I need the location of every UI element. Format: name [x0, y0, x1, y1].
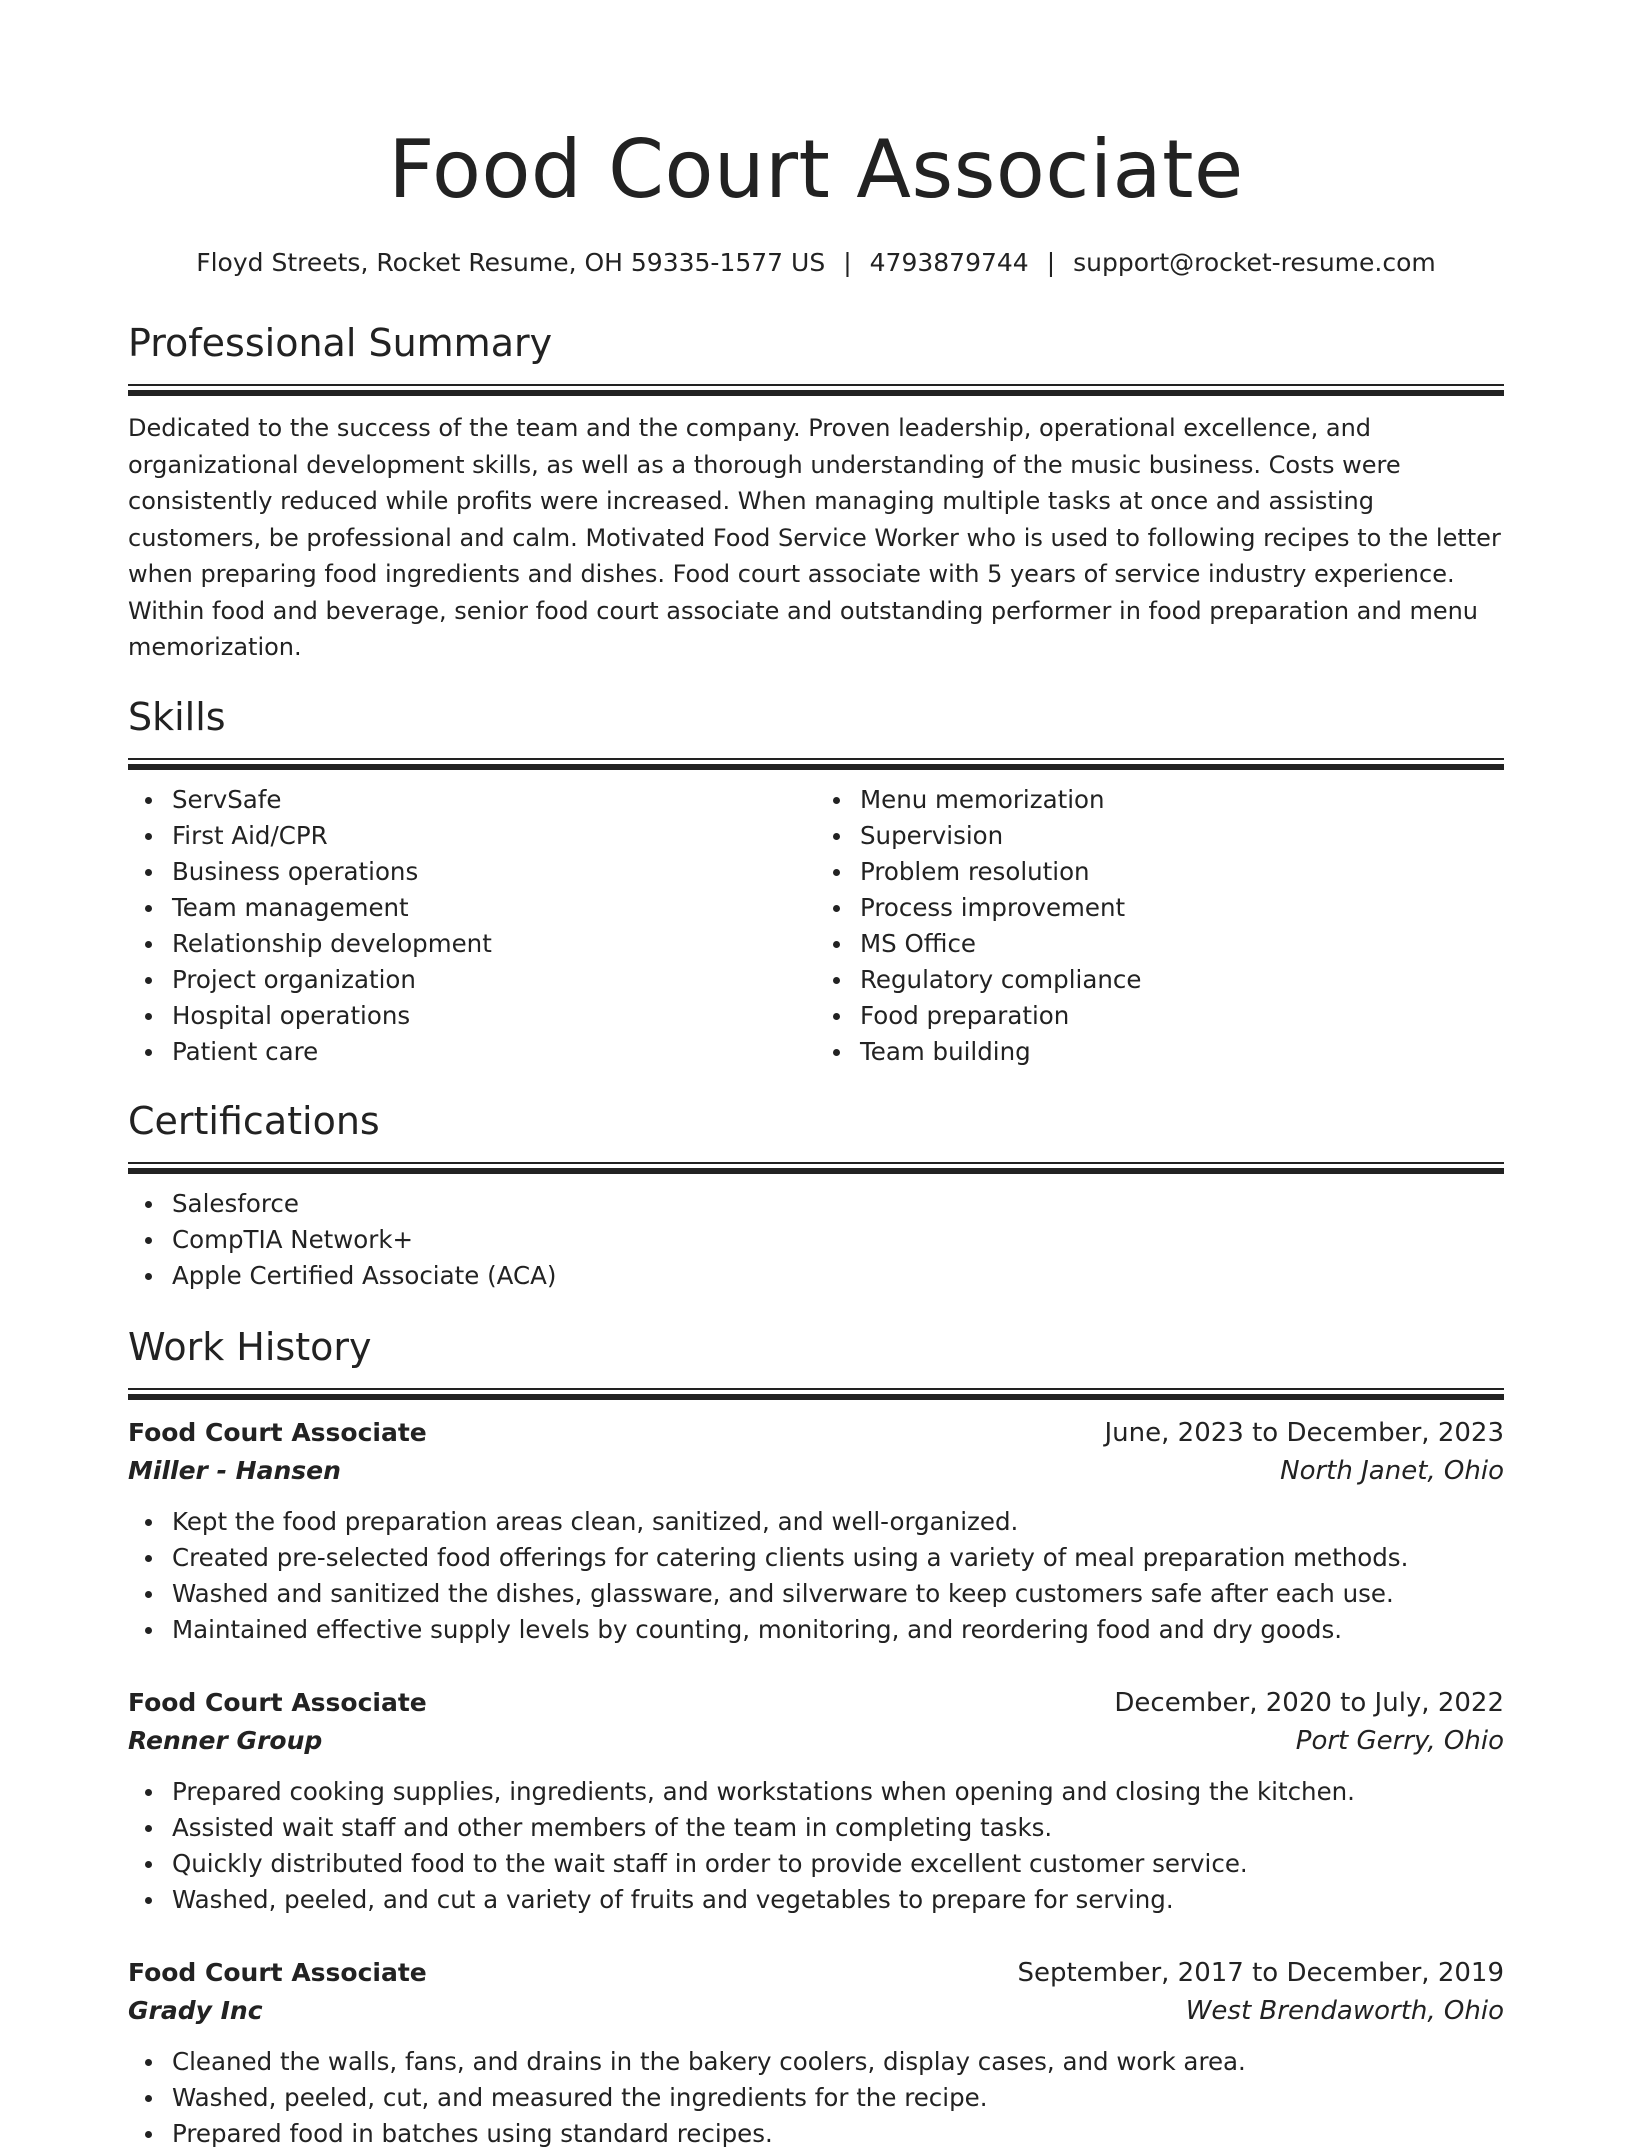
job-location: West Brendaworth, Ohio [1185, 1995, 1504, 2026]
job-dates: June, 2023 to December, 2023 [1104, 1417, 1504, 1448]
skill-item: Business operations [172, 854, 816, 890]
job-bullets [128, 2044, 1504, 2152]
job-header-row [128, 1954, 1504, 1992]
summary-text: Dedicated to the success of the team and the company. Proven leadership, operational excellence, and organizational development skills, as well as a thorough understanding of the music business. Costs were consistently reduced while profits were increased. When managing multiple tasks at once and assisting customers, be professional and calm. Motivated Food Service Worker who is used to following recipes to the letter when preparing food ingredients and dishes. Food court associate with 5 years of service industry experience. Within food and beverage, senior food court associate and outstanding performer in food preparation and menu memorization. [128, 414, 1501, 661]
job-entry [128, 1414, 1504, 1648]
job-bullet: Assisted wait staff and other members of the team in completing tasks. [172, 1810, 1504, 1846]
skills-list-left [128, 782, 816, 1070]
skill-item: ServSafe [172, 782, 816, 818]
skill-item: Team building [860, 1034, 1504, 1070]
job-location: North Janet, Ohio [1280, 1455, 1504, 1486]
skill-item: Problem resolution [860, 854, 1504, 890]
job-bullet: Prepared cooking supplies, ingredients, and workstations when opening and closing the kitchen. [172, 1774, 1504, 1810]
skills-list-right [816, 782, 1504, 1070]
skill-item: Relationship development [172, 926, 816, 962]
job-dates: September, 2017 to December, 2019 [1017, 1957, 1504, 1988]
certifications-list [128, 1186, 1504, 1294]
job-bullets [128, 1774, 1504, 1918]
job-title: Food Court Associate [128, 1957, 427, 1987]
job-bullet: Washed, peeled, cut, and measured the ingredients for the recipe. [172, 2080, 1504, 2116]
skill-item: Supervision [860, 818, 1504, 854]
job-bullet: Maintained effective supply levels by counting, monitoring, and reordering food and dry goods. [172, 1612, 1504, 1648]
skill-item: MS Office [860, 926, 1504, 962]
job-header-row [128, 1684, 1504, 1722]
job-bullet: Kept the food preparation areas clean, sanitized, and well-organized. [172, 1504, 1504, 1540]
skill-item: Process improvement [860, 890, 1504, 926]
job-dates: December, 2020 to July, 2022 [1114, 1687, 1504, 1718]
resume-name: Food Court Associate [388, 123, 1244, 216]
job-bullet: Prepared food in batches using standard recipes. [172, 2116, 1504, 2152]
job-title: Food Court Associate [128, 1687, 427, 1717]
skill-item: Patient care [172, 1034, 816, 1070]
skill-item: Regulatory compliance [860, 962, 1504, 998]
skill-item: Menu memorization [860, 782, 1504, 818]
skill-item: Hospital operations [172, 998, 816, 1034]
contact-separator: | [1046, 248, 1056, 277]
contact-separator: | [843, 248, 852, 277]
skill-item: Team management [172, 890, 816, 926]
job-bullets [128, 1504, 1504, 1648]
skill-item: First Aid/CPR [172, 818, 816, 854]
certification-item: CompTIA Network+ [172, 1222, 1504, 1258]
job-header-row [128, 1414, 1504, 1452]
job-company: Grady Inc [128, 1995, 263, 2025]
section-divider [128, 1162, 1504, 1174]
contact-address: Floyd Streets, Rocket Resume, OH 59335-1577 US [196, 248, 826, 277]
skill-item: Food preparation [860, 998, 1504, 1034]
job-company: Miller - Hansen [128, 1455, 341, 1485]
section-title-skills: Skills [128, 694, 226, 739]
job-company: Renner Group [128, 1725, 323, 1755]
job-title: Food Court Associate [128, 1417, 427, 1447]
section-title-certifications: Certifications [128, 1098, 380, 1143]
job-entry [128, 1954, 1504, 2152]
certification-item: Salesforce [172, 1186, 1504, 1222]
job-bullet: Created pre-selected food offerings for catering clients using a variety of meal preparation methods. [172, 1540, 1504, 1576]
section-divider [128, 1388, 1504, 1400]
job-bullet: Washed, peeled, and cut a variety of fruits and vegetables to prepare for serving. [172, 1882, 1504, 1918]
section-title-summary: Professional Summary [128, 321, 553, 365]
contact-email: support@rocket-resume.com [1073, 248, 1436, 277]
section-title-work-history: Work History [128, 1324, 372, 1369]
job-entry [128, 1684, 1504, 1918]
job-location: Port Gerry, Ohio [1295, 1725, 1504, 1756]
job-company-row [128, 1452, 1504, 1490]
job-bullet: Washed and sanitized the dishes, glassware, and silverware to keep customers safe after each use. [172, 1576, 1504, 1612]
contact-line [128, 246, 1504, 280]
certification-item: Apple Certified Associate (ACA) [172, 1258, 1504, 1294]
job-bullet: Quickly distributed food to the wait staff in order to provide excellent customer service. [172, 1846, 1504, 1882]
job-company-row [128, 1992, 1504, 2030]
skills-columns [128, 782, 1504, 1070]
section-divider [128, 758, 1504, 770]
job-bullet: Cleaned the walls, fans, and drains in the bakery coolers, display cases, and work area. [172, 2044, 1504, 2080]
job-company-row [128, 1722, 1504, 1760]
section-divider [128, 384, 1504, 396]
skill-item: Project organization [172, 962, 816, 998]
contact-phone: 4793879744 [869, 248, 1029, 277]
